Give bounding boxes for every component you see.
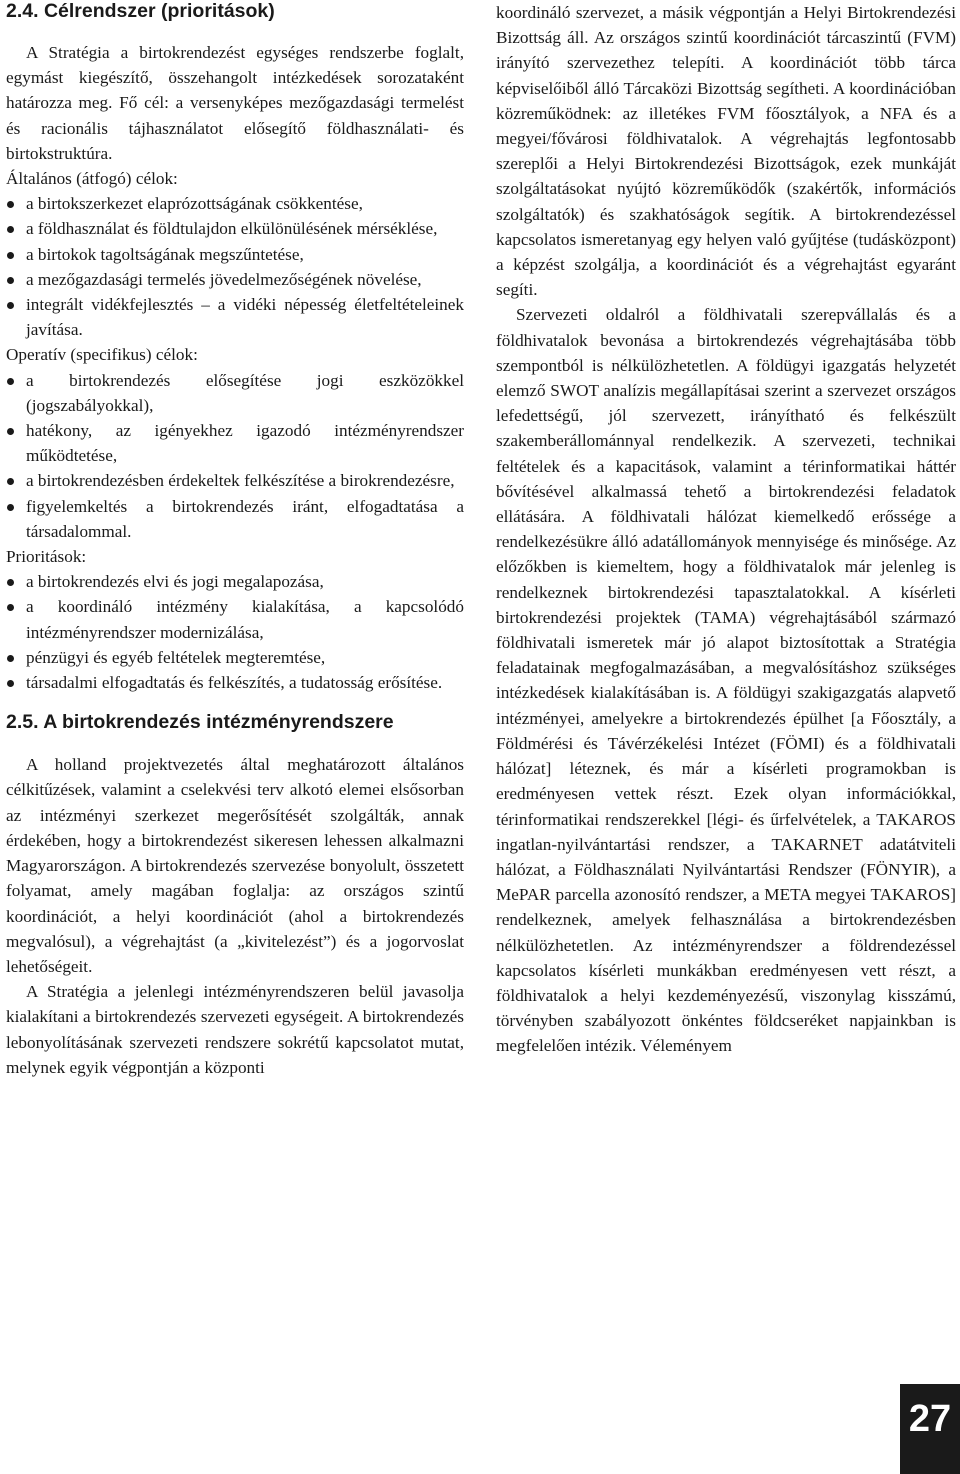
- priorities-label: Prioritások:: [6, 547, 87, 567]
- priorities-list: [6, 569, 464, 695]
- operative-goals-label: Operatív (specifikus) célok:: [6, 345, 198, 365]
- general-goals-list: [6, 191, 464, 342]
- left-column: [6, 0, 464, 1080]
- right-paragraph-1: koordináló szervezet, a másik végpontján a Helyi Birtokrendezési Bizottság áll. Az országos szintű koordinációt tárcaszintű (FVM) irányító szervezethez telepíti. A koordinációt több tárca képviselőiből álló Tárcaközi Bizottság segítheti. A koordinációban közreműködnek: az illetékes FVM főosztályok, a NFA és a megyei/fővárosi földhivatalok. A végrehajtás legfontosabb szereplői a Helyi Birtokrendezési Bizottságok, ezek munkáját szolgáltatásokat nyújtó közreműködők (szakértők, információs szolgáltatók) és szakhatóságok segítik. A birtokrendezéssel kapcsolatos ismeretanyag egy helyen való gyűjtése (tudásközpont) a képzést szolgálja, a koordinációt és a végrehajtást egyaránt segíti.: [496, 3, 956, 300]
- list-item: a birtokrendezés elvi és jogi megalapozása,: [6, 569, 464, 594]
- right-paragraph-2: Szervezeti oldalról a földhivatali szerepvállalás és a földhivatalok bevonása a birtokrendezés végrehajtásába több szempontból is nélkülözhetetlen. A földügyi igazgatás helyzetét elemző SWOT analízis megállapításai szerint a szervezet országos lefedettségű, jól szervezett, irányítható és felkészült szakemberállománnyal rendelkezik. A szervezeti, technikai feltételek és a kapacitások, valamint a térinformatikai háttér bővítésével alkalmassá tehető a birtokrendezési feladatok ellátására. A földhivatali hálózat kiemelkedő erőssége a rendelkezésükre álló adatállományok mennyisége és minősége. Az előzőkben is kiemeltem, hogy a földhivatalok már jelenleg is rendelkeznek birtokrendezési tapasztalatokkal. A kísérleti birtokrendezési projektek (TAMA) végrehajtásából származó földhivatali ismeretek már jó alapot biztosítottak a Stratégia feladatainak megfogalmazásában, a megvalósításhoz szükséges intézkedések kialakításában is. A földügyi szakigazgatás alapvető intézményei, amelyekre a birtokrendezés épülhet [a Főosztály, a Földmérési és Távérzékelési Intézet (FÖMI) és a földhivatali hálózat] léteznek, és már a kísérleti programokban is eredményesen vettek részt. Ezek olyan információkkal, térinformatikai rendszerekkel [légi- és űrfelvételek, a TAKAROS ingatlan-nyilvántartási rendszer, a TAKARNET adatátviteli hálózat, a Földhasználati Nyilvántartási Rendszer (FÖNYIR), a MePAR parcella azonosító rendszer, a META megyei TAKAROS] rendelkeznek, amelyek felhasználása a birtokrendezésben nélkülözhetetlen. Az intézményrendszer a földrendezéssel kapcsolatos kísérleti munkákban eredményesen vett részt, a földhivatalok a helyi kezdeményezésű, viszonylag kisszámú, törvényben szabályozott önkéntes földcseréket napjainkban is megfelelően intézik. Véleményem: [496, 305, 956, 1056]
- list-item: pénzügyi és egyéb feltételek megteremtése,: [6, 645, 464, 670]
- list-item: a birtokrendezés elősegítése jogi eszközökkel (jogszabályokkal),: [6, 368, 464, 418]
- list-item: hatékony, az igényekhez igazodó intézményrendszer működtetése,: [6, 418, 464, 468]
- general-goals-label: Általános (átfogó) célok:: [6, 169, 178, 189]
- list-item: a birtokszerkezet elaprózottságának csökkentése,: [6, 191, 464, 216]
- list-item: a koordináló intézmény kialakítása, a kapcsolódó intézményrendszer modernizálása,: [6, 594, 464, 644]
- list-item: társadalmi elfogadtatás és felkészítés, a tudatosság erősítése.: [6, 670, 464, 695]
- section-2-5-paragraph-2: A Stratégia a jelenlegi intézményrendszeren belül javasolja kialakítani a birtokrendezés szervezeti egységeit. A birtokrendezés lebonyolításának szervezeti rendszere sokrétű kapcsolatot mutat, melynek egyik végpontján a központi: [6, 982, 464, 1077]
- right-column: [496, 0, 956, 1059]
- section-2-4-heading: 2.4. Célrendszer (prioritások): [6, 0, 275, 22]
- list-item: integrált vidékfejlesztés – a vidéki népesség életfeltételeinek javítása.: [6, 292, 464, 342]
- list-item: a birtokrendezésben érdekeltek felkészítése a birokrendezésre,: [6, 468, 464, 493]
- section-2-4-intro: A Stratégia a birtokrendezést egységes rendszerbe foglalt, egymást kiegészítő, összehangolt intézkedések sorozataként határozza meg. Fő cél: a versenyképes mezőgazdasági termelést és racionális tájhasználatot elősegítő földhasználati- és birtokstruktúra.: [6, 43, 464, 163]
- list-item: a földhasználat és földtulajdon elkülönülésének mérséklése,: [6, 216, 464, 241]
- list-item: figyelemkeltés a birtokrendezés iránt, elfogadtatása a társadalommal.: [6, 494, 464, 544]
- section-2-5-paragraph-1: A holland projektvezetés által meghatározott általános célkitűzések, valamint a cselekvési terv alkotó elemei elsősorban az intézményi szerkezet megerősítését szolgálták, annak érdekében, hogy a birtokrendezést sikeresen lehessen alkalmazni Magyarországon. A birtokrendezés szervezése bonyolult, összetett folyamat, amely magában foglalja: az országos szintű koordinációt, a helyi koordinációt (ahol a birtokrendezés megvalósul), a végrehajtást (a „kivitelezést”) és a jogorvoslat lehetőségeit.: [6, 755, 464, 976]
- operative-goals-list: [6, 368, 464, 544]
- list-item: a mezőgazdasági termelés jövedelmezőségének növelése,: [6, 267, 464, 292]
- list-item: a birtokok tagoltságának megszűntetése,: [6, 242, 464, 267]
- section-2-5-heading: 2.5. A birtokrendezés intézményrendszere: [6, 711, 394, 734]
- page-number-badge: 27: [900, 1384, 960, 1474]
